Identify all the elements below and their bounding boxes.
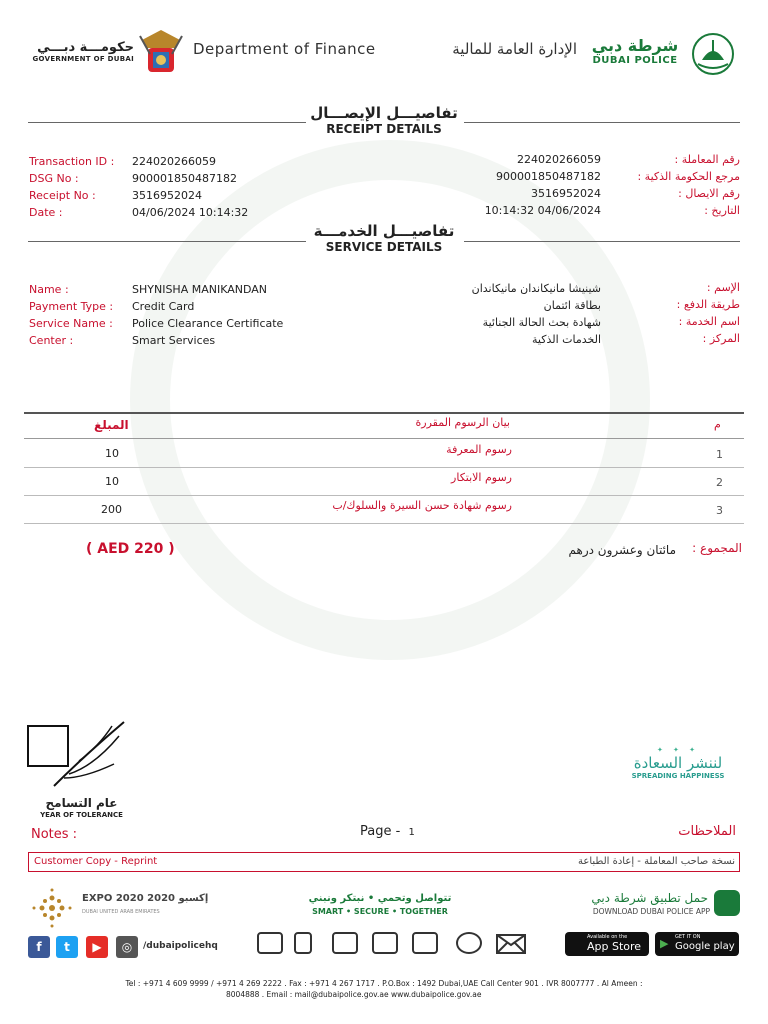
government-of-dubai-logo [24,40,134,63]
transaction-id-label: Transaction ID : [29,155,115,168]
table-row-description: رسوم شهادة حسن السيرة والسلوك/ب [332,499,512,512]
service-title-ar: تفاصيـــل الخدمـــة [313,222,455,240]
payment-type-value-ar: بطاقة ائتمان [543,299,601,312]
receipt-details-heading [300,104,468,136]
divider [28,122,306,123]
table-row-index: 2 [716,476,723,489]
dubai-police-app-icon [714,890,740,916]
table-row-border [24,467,744,468]
receipt-no-label: Receipt No : [29,189,96,202]
dsg-no-value-ar: 900001850487182 [496,170,601,183]
kiosk-icon [372,932,398,954]
googleplay-text: Google play [675,941,735,952]
divider [28,241,306,242]
total-amount: ( AED 220 ) [86,541,175,557]
year-of-tolerance-logo [24,716,144,821]
service-name-value: Police Clearance Certificate [132,317,284,330]
index-header: م [714,418,721,431]
expo-sub-text: DUBAI UNITED ARAB EMIRATES [82,909,160,915]
receipt-no-value-ar: 3516952024 [531,187,601,200]
copy-notice-ar: نسخة صاحب المعاملة - إعادة الطباعة [578,856,735,867]
app-store-button[interactable] [565,932,649,956]
ivr-icon [456,932,482,954]
expo-ar-text: إكسبو 2020 [147,893,209,904]
download-app-en: DOWNLOAD DUBAI POLICE APP [592,907,710,916]
ghaf-tree-icon [24,716,144,796]
payment-type-label: Payment Type : [29,300,114,313]
sparkle-icon: ✦ ✦ ✦ [656,746,700,754]
total-label: المجموع : [692,541,742,555]
mobile-app-icon [294,932,312,954]
copy-notice-en: Customer Copy - Reprint [34,856,158,867]
expo-en-text: EXPO 2020 [82,893,144,904]
download-app-ar: حمل تطبيق شرطة دبي [591,891,708,905]
youtube-icon[interactable]: ▶ [86,936,108,958]
expo-text [82,893,208,904]
googleplay-small-text: GET IT ON [675,934,701,940]
department-en-title: Department of Finance [193,40,376,58]
table-row-border [24,495,744,496]
service-name-label-ar: اسم الخدمة : [678,315,740,328]
name-value-ar: شينيشا مانيكاندان مانيكاندان [471,282,601,295]
divider [464,122,740,123]
transaction-id-label-ar: رقم المعاملة : [674,153,740,166]
google-play-icon: ▶ [660,937,669,950]
slogan-ar: تتواصل وتحمي • نبتكر ونبني [308,893,452,904]
transaction-id-value-ar: 224020266059 [517,153,601,166]
police-ar-text: شرطة دبي [591,36,679,55]
touch-screen-icon [412,932,438,954]
table-row-amount: 10 [105,447,119,460]
spreading-happiness-logo [618,746,738,780]
table-row-amount: 200 [101,503,122,516]
contact-line-2: 8004888 . Email : mail@dubaipolice.gov.ae www.dubaipolice.gov.ae [226,990,482,999]
service-name-label: Service Name : [29,317,113,330]
happiness-en-text: SPREADING HAPPINESS [631,772,725,780]
expo-2020-logo [26,886,78,930]
card-payment-icon [332,932,358,954]
facebook-icon[interactable]: f [28,936,50,958]
center-value-ar: الخدمات الذكية [531,333,601,346]
receipt-no-label-ar: رقم الايصال : [678,187,740,200]
receipt-no-value: 3516952024 [132,189,202,202]
payment-type-value: Credit Card [132,300,195,313]
table-row-index: 1 [716,448,723,461]
happiness-ar-text: لننشر السعادة [633,754,723,772]
dsg-no-value: 900001850487182 [132,172,237,185]
name-value: SHYNISHA MANIKANDAN [132,283,268,296]
gov-ar-text: حكومـــة دبـــي [37,40,134,55]
contact-info [40,978,728,1000]
instagram-icon[interactable]: ◎ [116,936,138,958]
tolerance-ar-text: عام التسامح [45,796,118,810]
amount-header: المبلغ [94,418,129,432]
police-en-text: DUBAI POLICE [592,55,678,66]
receipt-title-en: RECEIPT DETAILS [326,122,442,136]
transaction-id-value: 224020266059 [132,155,216,168]
page-indicator [360,824,415,839]
total-amount-words: مائتان وعشرون درهم [568,543,676,557]
center-value: Smart Services [132,334,216,347]
notes-label: Notes : [31,827,78,842]
slogan-en: SMART • SECURE • TOGETHER [312,907,448,916]
social-handle[interactable]: /dubaipolicehq [143,941,218,951]
email-icon [496,934,526,954]
smart-services-icon [257,932,283,954]
page-label: Page - [360,824,401,839]
service-details-heading [300,222,468,254]
date-label-ar: التاريخ : [704,204,740,217]
appstore-small-text: Available on the [587,934,628,940]
department-ar-title: الإدارة العامة للمالية [452,40,577,58]
table-row-amount: 10 [105,475,119,488]
dubai-police-logo [585,36,685,66]
divider [464,241,740,242]
receipt-title-ar: تفاصيـــل الإيصـــال [310,104,458,122]
gov-en-text: GOVERNMENT OF DUBAI [32,55,134,63]
twitter-icon[interactable]: t [56,936,78,958]
date-label: Date : [29,206,63,219]
name-label-ar: الإسم : [706,281,740,294]
google-play-button[interactable] [655,932,739,956]
table-header-border [24,438,744,439]
page-number: 1 [408,827,415,838]
dsg-no-label: DSG No : [29,172,79,185]
table-row-border [24,523,744,524]
police-emblem-icon [688,30,738,78]
notes-label-ar: الملاحظات [678,824,736,839]
date-value: 04/06/2024 10:14:32 [132,206,249,219]
table-row-description: رسوم الابتكار [451,471,512,484]
dubai-emblem-icon [136,28,186,80]
center-label: Center : [29,334,74,347]
description-header: بيان الرسوم المقررة [415,416,510,429]
service-name-value-ar: شهادة بحث الحالة الجنائية [482,316,601,329]
payment-type-label-ar: طريقة الدفع : [676,298,740,311]
name-label: Name : [29,283,69,296]
service-title-en: SERVICE DETAILS [325,240,443,254]
table-top-border [24,412,744,414]
copy-notice-box [28,852,740,872]
date-value-ar: 04/06/2024 10:14:32 [484,204,601,217]
table-row-index: 3 [716,504,723,517]
contact-line-1: Tel : +971 4 609 9999 / +971 4 269 2222 . Fax : +971 4 267 1717 . P.O.Box : 1492 Dubai,UAE Call Center 901 . IVR 8007777 . Al Ameen : [125,979,643,988]
tolerance-en-text: YEAR OF TOLERANCE [40,811,123,819]
appstore-text: App Store [587,940,642,953]
center-label-ar: المركز : [702,332,740,345]
dsg-no-label-ar: مرجع الحكومة الذكية : [637,170,740,183]
table-row-description: رسوم المعرفة [446,443,512,456]
